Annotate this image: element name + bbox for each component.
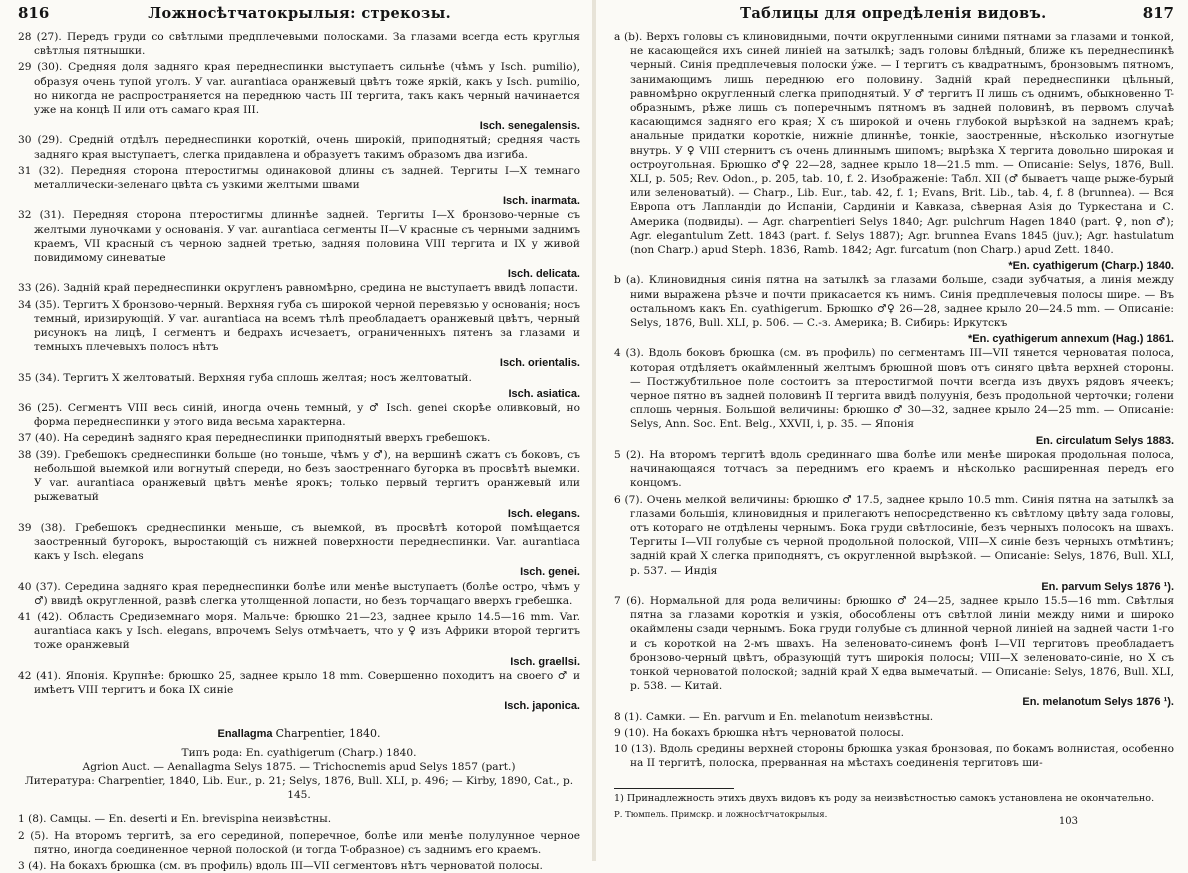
species-name: En. circulatum Selys 1883.: [1035, 434, 1174, 447]
left-page: [0, 0, 592, 872]
key-entry: [18, 580, 580, 608]
entry-text: На второмъ тергитѣ вдоль срединнаго шва болѣе или менѣе широкая продольная полоса, начинающаяся тотчасъ за переднимъ его краемъ и нѣсколько расширенная передъ его концомъ.: [630, 448, 1175, 490]
entry-text: Японія. Крупнѣе: брюшко 25, заднее крыло 18 mm. Совершенно походитъ на своего ♂ и имѣетъ VIII тергитъ и бока IX синіе: [34, 669, 581, 696]
entry-key: 28 (27).: [18, 31, 62, 43]
left-column: [18, 30, 580, 873]
genus-heading: [18, 727, 580, 741]
entry-key: 32 (31).: [18, 209, 65, 222]
entry-key: 29 (30).: [18, 61, 63, 74]
species-name: Isch. graellsi.: [510, 655, 580, 668]
footnote-rule: [614, 788, 734, 789]
spacer: [18, 802, 580, 812]
footnote: 1) Принадлежность этихъ двухъ видовъ къ роду за неизвѣстностью самокъ установлена не окончательно.: [614, 793, 1155, 805]
right-page: [596, 0, 1188, 861]
key-entry: [18, 208, 580, 265]
left-header: [18, 4, 580, 30]
key-entry: [614, 742, 1174, 770]
entry-text: Передняя сторона птеростигмы одинаковой длины съ задней. Тергиты I—X темнаго металлически-зеленаго цвѣта съ узкими желтыми швами: [34, 164, 580, 192]
entry-key: 33 (26).: [18, 282, 60, 295]
entry-text: Средняя доля задняго края переднеспинки выступаетъ сильнѣе (чѣмъ у Isch. pumilio), образуя очень тупой уголъ. У var. aurantiaca оранжевый цвѣтъ тоже яркій, какъ у Isch. pumilio, но никогда не распространяется на переднюю часть III тергита, такъ какъ черный начинается уже на концѣ II или отъ самаго края III.: [34, 61, 581, 117]
entry-key: 9 (10).: [614, 726, 650, 739]
key-entry: [18, 610, 580, 653]
printer-line: Р. Тюмпель. Примскр. и ложносѣтчатокрылыя.: [614, 809, 828, 820]
entry-key: 6 (7).: [614, 493, 643, 506]
genus-note: Литература: Charpentier, 1840, Lib. Eur., p. 21; Selys, 1876, Bull. XLI, p. 496; — Kirby, 1890, Cat., p. 145.: [24, 774, 574, 802]
entry-key: 1 (8).: [18, 813, 47, 826]
entry-text: На второмъ тергитѣ, за его серединой, поперечное, болѣе или менѣе полулунное черное пятно, иногда соединенное черной полоской (и тогда T-образное) съ заднимъ его краемъ.: [34, 829, 580, 856]
species-name: Isch. senegalensis.: [479, 120, 580, 133]
right-column: [614, 30, 1174, 822]
entry-key: 35 (34).: [18, 371, 60, 384]
genus-author: Charpentier, 1840.: [275, 727, 381, 741]
entry-text: Тергитъ X желтоватый. Верхняя губа сплошь желтая; носъ желтоватый.: [63, 371, 472, 384]
running-title: Ложносѣтчатокрылыя: стрекозы.: [148, 5, 452, 22]
entry-key: 4 (3).: [614, 347, 644, 360]
entry-text: Вдоль боковъ брюшка (см. въ профиль) по сегментамъ III—VII тянется черноватая полоса, которая отдѣляетъ окаймленный желтымъ брюшной шовъ отъ синяго цвѣта верхней стороны. — Постжубтильное поле состоитъ за птеростигмой почти всегда изъ двухъ рядовъ ячеекъ; черное пятно въ задней половинѣ II тергита ввидѣ полуунія, безъ продольной черточки; голени сплошь черныя. Большой величины: брюшко ♂ 30—32, заднее крыло 24—25 mm. — Описаніе: Selys, Ann. Soc. Ent. Belg., XXVII, i, p. 35. — Японія: [630, 347, 1174, 431]
key-entry: [18, 812, 580, 826]
entry-key: 40 (37).: [18, 580, 61, 593]
entry-key: 38 (39).: [18, 448, 61, 461]
entry-text: Сегментъ VIII весь синій, иногда очень темный, у ♂ Isch. genei скорѣе оливковый, но форма переднеспинки у этого вида весьма характерна.: [34, 402, 580, 429]
entry-key: 36 (25).: [18, 402, 63, 415]
key-entry: [614, 726, 1174, 740]
entry-text: Гребешокъ среднеспинки больше (но тоньше, чѣмъ у ♂), на вершинѣ сжатъ съ боковъ, съ небольшой выемкой или вогнутый спереди, но безъ заостреннаго бугорка въ просвѣтѣ выемки. У var. aurantiaca оранжевый цвѣтъ менѣе ярокъ; только первый тергитъ оранжевый или рыжеватый: [34, 448, 580, 504]
species-name: Isch. elegans.: [507, 507, 580, 520]
entry-key: 2 (5).: [18, 829, 49, 842]
key-entry: [18, 281, 580, 295]
key-entry: [18, 298, 580, 355]
key-entry: [18, 133, 580, 161]
entry-key: 31 (32).: [18, 164, 64, 177]
entry-text: Гребешокъ среднеспинки меньше, съ выемкой, въ просвѣтѣ которой помѣщается заостренный бугорокъ, выростающій съ нижней поверхности переднеспинки. Var. aurantiaca какъ у Isch. elegans: [34, 521, 581, 563]
entry-text: Нормальной для рода величины: брюшко ♂ 24—25, заднее крыло 15.5—16 mm. Свѣтлыя пятна за глазами короткія и узкія, обособлены отъ свѣтлой линіи между ними и широко окаймлены сзади чернымъ. Бока груди голубые съ длинной черной линіей на задней части 1-го и съ короткой на 2-мъ швахъ. На зеленовато-синемъ фонѣ I—VII тергитовъ преобладаетъ бронзово-черный цвѣтъ, образующій тутъ широкія полосы; VIII—X зеленовато-синіе, но X съ тонкой черноватой полоской; задній край X едва вымечатый. — Описаніе: Selys, 1876, Bull. XLI, p. 538. — Китай.: [630, 594, 1174, 693]
key-entry: [614, 273, 1174, 330]
species-name: Isch. inarmata.: [502, 195, 580, 208]
entry-text: На бокахъ брюшка (см. въ профиль) вдоль III—VII сегментовъ нѣтъ черноватой полосы.: [49, 859, 543, 872]
entry-text: Самцы. — En. deserti и En. brevispina неизвѣстны.: [49, 813, 332, 826]
entry-text: Клиновидныя синія пятна на затылкѣ за глазами больше, сзади зубчатыя, а линія между ними выражена рѣзче и почти прикасается къ нимъ. Синія предплечевыя полосы шире. — Въ остальномъ какъ En. cyathigerum. Брюшко ♂♀ 26—28, заднее крыло 20—24.5 mm. — Описаніе: Selys, 1876, Bull. XLI, p. 506. — С.-з. Америка; В. Сибирь: Иркутскъ: [630, 274, 1175, 330]
page-number: 816: [18, 4, 50, 22]
key-entry: [614, 30, 1174, 257]
genus-note: Agrion Auct. — Aenallagma Selys 1875. — Trichocnemis apud Selys 1857 (part.): [82, 760, 516, 773]
entry-text: Тергитъ X бронзово-черный. Верхняя губа съ широкой черной перевязью у основанія; носъ темный, иризирующій. У var. aurantiaca на всемъ тѣлѣ преобладаетъ оранжевый цвѣтъ, черный рисунокъ на лицѣ, I сегментъ и бедрахъ исчезаетъ, ограниченныхъ пятенъ за глазами и темныхъ плечевыхъ полосъ нѣтъ: [34, 298, 581, 354]
entry-text: Самки. — En. parvum и En. melanotum неизвѣстны.: [645, 710, 934, 723]
entry-text: Средній отдѣлъ переднеспинки короткій, очень широкій, приподнятый; средняя часть задняго края выступаетъ, слегка придавлена и образуетъ такимъ образомъ два изгиба.: [34, 134, 580, 161]
entry-text: Верхъ головы съ клиновидными, почти округленными синими пятнами за глазами и тонкой, не касающейся ихъ синей линіей на затылкѣ; задъ головы блѣдный, ближе къ переднеспинкѣ черный. Синія предплечевыя полоски ýже. — I тергитъ съ квадратнымъ, бронзовымъ пятномъ, занимающимъ лишь переднюю его половину. Задній край переднеспинки цѣльный, равномѣрно округленный слегка приподнятый. У ♂ тергитъ II лишь съ однимъ, обыкновенно T-образнымъ, рѣже лишь съ поперечнымъ пятномъ въ задней половинѣ, въ первомъ случаѣ касающимся задняго его края; X съ широкой и очень глубокой вырѣзкой на заднемъ краѣ; анальные придатки короткіе, нижніе длиннѣе, тонкіе, заостренные, нѣсколько изогнутые внутрь. У ♀ VIII стернитъ съ очень длиннымъ шипомъ; вырѣзка X тергита довольно широкая и остроугольная. Брюшко ♂♀ 22—28, заднее крыло 18—21.5 mm. — Описаніе: Selys, 1876, Bull. XLI, p. 505; Rev. Odon., p. 205, tab. 10, f. 2. Изображеніе: Табл. XII (♂ бываетъ чаще рыже-бурый или зеленоватый). — Charp., Lib. Eur., tab. 42, f. 1; Evans, Brit. Lib., tab. 4, f. 8 (brunnea). — Вся Европа отъ Лапландіи до Испаніи, Сардиніи и Кавказа, сѣверная Азія до Туркестана и С. Америка (подвиды). — Agr. charpentieri Selys 1840; Agr. pulchrum Hagen 1840 (part. ♀, non ♂); Agr. elegantulum Zett. 1843 (part. f. Selys 1887); Agr. brunnea Evans 1845 (juv.); Agr. hastulatum (non Charp.) apud Steph. 1836, Ramb. 1842; Agr. furcatum (non Charp.) apud Zett. 1840.: [630, 31, 1174, 257]
key-entry: [18, 60, 580, 117]
entry-text: Задній край переднеспинки округленъ равномѣрно, средина не выступаетъ ввидѣ лопасти.: [63, 282, 579, 295]
key-entry: [614, 710, 1174, 724]
key-entry: [18, 30, 580, 58]
key-entry: [18, 448, 580, 505]
entry-key: 34 (35).: [18, 298, 60, 311]
entry-key: 7 (6).: [614, 594, 645, 607]
key-entry: [614, 346, 1174, 431]
key-entry: [614, 448, 1174, 491]
running-title: Таблицы для опредѣленія видовъ.: [740, 5, 1047, 22]
entry-key: 3 (4).: [18, 859, 47, 872]
entry-text: На серединѣ задняго края переднеспинки приподнятый вверхъ гребешокъ.: [63, 432, 491, 445]
species-name: Isch. asiatica.: [508, 387, 580, 400]
species-name: *En. cyathigerum (Charp.) 1840.: [1008, 260, 1174, 273]
species-name: Isch. orientalis.: [499, 357, 580, 370]
species-name: Isch. genei.: [520, 566, 580, 579]
key-entry: [18, 521, 580, 564]
genus-name: Enallagma: [217, 728, 273, 741]
key-entry: [18, 829, 580, 857]
entry-key: 42 (41).: [18, 669, 62, 682]
species-name: Isch. japonica.: [504, 700, 580, 713]
key-entry: [614, 594, 1174, 693]
key-entry: [18, 401, 580, 429]
entry-key: 41 (42).: [18, 610, 63, 623]
species-name: En. melanotum Selys 1876 ¹).: [1022, 696, 1174, 709]
species-name: *En. cyathigerum annexum (Hag.) 1861.: [967, 333, 1174, 346]
entry-key: b (a).: [614, 274, 644, 287]
key-entry: [18, 431, 580, 445]
genus-note: Типъ рода: En. cyathigerum (Charp.) 1840.: [181, 746, 417, 759]
entry-key: 30 (29).: [18, 134, 63, 147]
entry-text: Область Средиземнаго моря. Мальче: брюшко 21—23, заднее крыло 14.5—16 mm. Var. aurantiaca какъ у Isch. elegans, впрочемъ Selys отмѣчаетъ, что у ♀ изъ Африки второй тергитъ тоже оранжевый: [34, 610, 580, 652]
page-number: 817: [1142, 4, 1174, 22]
entry-key: 8 (1).: [614, 710, 643, 723]
key-entry: [614, 493, 1174, 578]
entry-key: 10 (13).: [614, 742, 657, 755]
entry-text: Передъ груди со свѣтлыми предплечевыми полосками. За глазами всегда есть круглыя свѣтлыя пятнышки.: [34, 31, 580, 58]
species-name: Isch. delicata.: [507, 268, 580, 281]
species-name: En. parvum Selys 1876 ¹).: [1041, 580, 1174, 593]
key-entry: [18, 669, 580, 697]
right-header: [614, 4, 1174, 30]
key-entry: [18, 859, 580, 873]
entry-key: 39 (38).: [18, 521, 66, 534]
signature-mark: 103: [1058, 816, 1078, 827]
entry-text: Передняя сторона птеростигмы длиннѣе задней. Тергиты I—X бронзово-черные съ желтыми луночками у основанія. У var. aurantiaca сегменты II—V красные съ черными заднимъ краемъ, VII красный съ черною задней третью, задняя половина VIII тергита и IX у живой повидимому синеватые: [34, 209, 580, 265]
entry-key: a (b).: [614, 31, 643, 43]
entry-key: 37 (40).: [18, 432, 60, 445]
entry-text: Очень мелкой величины: брюшко ♂ 17.5, заднее крыло 10.5 mm. Синія пятна на затылкѣ за глазами большія, клиновидныя и прилегаютъ непосредственно къ свѣтлому цвѣту зада головы, отъ котораго не отдѣлены чернымъ. Бока груди свѣтлосиніе, безъ черныхъ полосокъ на швахъ. Тергиты I—VII голубые съ черной продольной полоской, VIII—X синіе безъ черныхъ отмѣтинъ; задній край X слегка приподнятъ, съ округленной вырѣзкой. — Описаніе: Selys, 1876, Bull. XLI, p. 537. — Индія: [630, 493, 1174, 577]
entry-text: Середина задняго края переднеспинки болѣе или менѣе выступаетъ (болѣе остро, чѣмъ у ♂) ввидѣ округленной, развѣ слегка утолщенной лопасти, но безъ торчащаго вверхъ гребешка.: [34, 580, 580, 607]
entry-key: 5 (2).: [614, 448, 645, 461]
entry-text: Вдоль средины верхней стороны брюшка узкая бронзовая, по бокамъ волнистая, особенно на II тергитѣ, полоска, прерванная на мѣстахъ соединенія тергитовъ ши-: [630, 742, 1175, 770]
key-entry: [18, 164, 580, 192]
entry-text: На бокахъ брюшка нѣтъ черноватой полосы.: [652, 726, 904, 739]
key-entry: [18, 371, 580, 385]
